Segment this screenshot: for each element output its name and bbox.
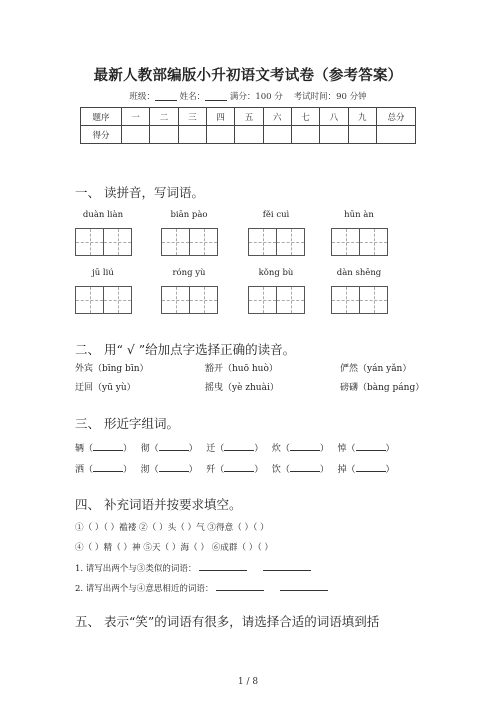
question-1: 1. 请写出两个与③类似的词语： — [75, 561, 311, 574]
full-score: 满分：100 分 — [229, 92, 283, 102]
answer-blank[interactable] — [224, 462, 254, 472]
pinyin-label: róng yù — [172, 268, 206, 278]
pinyin-label: dàn shēng — [336, 268, 382, 278]
score-header-cell: 九 — [348, 108, 376, 126]
char-compare-row: 辆（ ） 彻（ ） 迁（ ） 炊（ ） 悼（ ） — [75, 441, 395, 454]
writing-grid[interactable] — [331, 228, 388, 256]
score-cell[interactable] — [122, 126, 150, 144]
pinyin-label: kǒng bù — [258, 268, 294, 278]
score-cell[interactable] — [291, 126, 319, 144]
score-cell[interactable] — [377, 126, 416, 144]
score-header-cell: 七 — [291, 108, 319, 126]
section-4-heading: 四、 补充词语并按要求填空。 — [75, 497, 242, 512]
page-title: 最新人教部编版小升初语文考试卷（参考答案） — [93, 67, 403, 84]
section-2-heading: 二、 用“ √ ”给加点字选择正确的读音。 — [75, 342, 296, 357]
answer-blank[interactable] — [280, 581, 328, 591]
pinyin-label: biān pào — [170, 210, 208, 220]
answer-blank[interactable] — [290, 441, 320, 451]
name-blank — [205, 91, 227, 101]
reading-option[interactable]: 豁开（huō huò） — [205, 364, 278, 374]
answer-blank[interactable] — [159, 441, 189, 451]
reading-option[interactable]: 外宾（bīng bīn） — [75, 364, 149, 374]
writing-grid[interactable] — [248, 228, 305, 256]
answer-blank[interactable] — [290, 462, 320, 472]
idiom-line-2[interactable]: ④（ ）精（ ）神 ⑤天（ ）海（ ） ⑥成群（ ）（ ） — [75, 543, 274, 553]
score-header-cell: 三 — [178, 108, 206, 126]
writing-grid[interactable] — [161, 286, 218, 314]
score-table — [80, 107, 416, 144]
score-header-cell: 四 — [206, 108, 234, 126]
writing-grid[interactable] — [331, 286, 388, 314]
answer-blank[interactable] — [93, 441, 123, 451]
score-cell[interactable] — [320, 126, 348, 144]
score-header-cell: 题序 — [81, 108, 122, 126]
answer-blank[interactable] — [263, 561, 311, 571]
answer-blank[interactable] — [159, 462, 189, 472]
writing-grid[interactable] — [75, 228, 132, 256]
score-cell[interactable] — [206, 126, 234, 144]
answer-blank[interactable] — [224, 441, 254, 451]
exam-time: 考试时间：90 分钟 — [293, 92, 367, 102]
score-row-label: 得分 — [81, 126, 122, 144]
reading-option[interactable]: 俨然（yán yǎn） — [340, 364, 412, 374]
score-cell[interactable] — [178, 126, 206, 144]
pinyin-label: jū liú — [92, 268, 114, 278]
score-cell[interactable] — [348, 126, 376, 144]
answer-blank[interactable] — [93, 462, 123, 472]
score-cell[interactable] — [235, 126, 263, 144]
answer-blank[interactable] — [216, 581, 264, 591]
class-label: 班级： — [129, 92, 155, 102]
score-cell[interactable] — [150, 126, 178, 144]
score-header-cell: 五 — [235, 108, 263, 126]
score-header-row — [81, 108, 416, 126]
score-cell[interactable] — [263, 126, 291, 144]
answer-blank[interactable] — [356, 462, 386, 472]
writing-grid[interactable] — [75, 286, 132, 314]
exam-info — [0, 90, 496, 102]
reading-option[interactable]: 磅礴（bàng páng） — [340, 383, 425, 393]
section-3-heading: 三、 形近字组词。 — [75, 416, 179, 431]
score-row — [81, 126, 416, 144]
writing-grid[interactable] — [161, 228, 218, 256]
pinyin-label: fěi cuì — [262, 210, 290, 220]
answer-blank[interactable] — [199, 561, 247, 571]
score-header-cell: 二 — [150, 108, 178, 126]
score-header-cell: 八 — [320, 108, 348, 126]
class-blank — [155, 91, 177, 101]
section-5-heading: 五、 表示“笑”的词语有很多，请选择合适的词语填到括 — [75, 614, 380, 629]
pinyin-label: hūn àn — [344, 210, 374, 220]
section-1-heading: 一、 读拼音，写词语。 — [75, 185, 204, 200]
writing-grid[interactable] — [248, 286, 305, 314]
name-label: 姓名： — [179, 92, 206, 102]
score-header-cell: 总分 — [377, 108, 416, 126]
question-2: 2. 请写出两个与④意思相近的词语： — [75, 581, 328, 594]
char-compare-row: 洒（ ） 沏（ ） 歼（ ） 饮（ ） 掉（ ） — [75, 462, 395, 475]
answer-blank[interactable] — [356, 441, 386, 451]
reading-option[interactable]: 迂回（yū yù） — [75, 383, 136, 393]
score-header-cell: 六 — [263, 108, 291, 126]
score-header-cell: 一 — [122, 108, 150, 126]
pinyin-label: duàn liàn — [82, 210, 124, 220]
page-number: 1 / 8 — [237, 677, 259, 687]
idiom-line-1[interactable]: ①（ ）（ ）褴褛 ②（ ）头（ ）气 ③得意（ ）（ ） — [75, 523, 269, 533]
reading-option[interactable]: 摇曳（yè zhuài） — [205, 383, 279, 393]
